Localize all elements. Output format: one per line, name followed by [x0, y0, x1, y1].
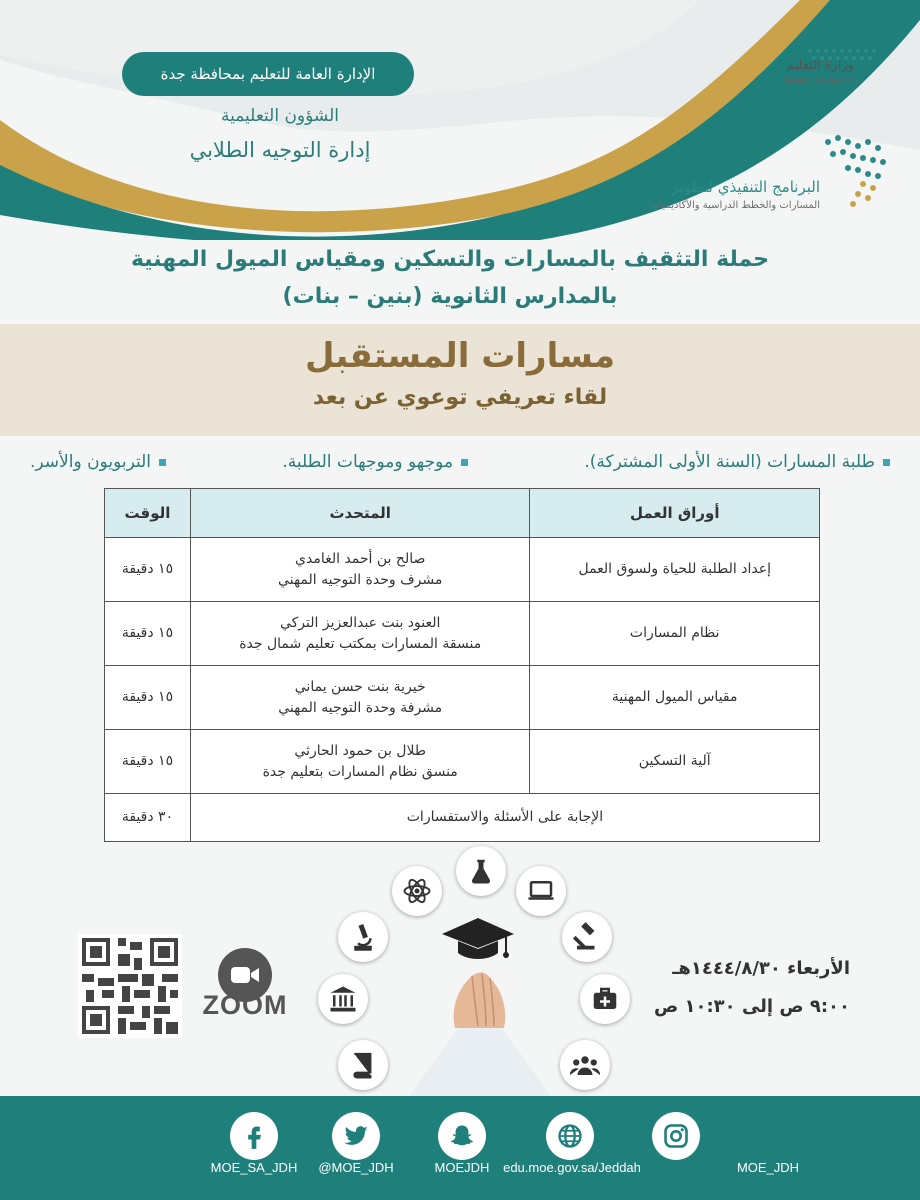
- guidance-department-label: إدارة التوجيه الطلابي: [189, 138, 371, 162]
- schedule-table: [104, 488, 820, 842]
- microscope-icon: [338, 912, 388, 962]
- facebook-icon[interactable]: [230, 1112, 278, 1160]
- program-subtitle: المسارات والخطط الدراسية والأكاديميات: [650, 200, 820, 211]
- facebook-handle[interactable]: MOE_SA_JDH: [210, 1160, 298, 1175]
- moe-arabic-name: وزارة التعليم: [785, 58, 855, 73]
- time-cell: ١٥ دقيقة: [105, 538, 191, 602]
- audience-item: طلبة المسارات (السنة الأولى المشتركة).: [584, 452, 890, 472]
- qa-cell: الإجابة على الأسئلة والاستفسارات: [190, 794, 819, 842]
- speaker-cell: [190, 538, 529, 602]
- bullet-icon: [461, 459, 468, 466]
- instagram-handle[interactable]: MOE_JDH: [736, 1160, 800, 1175]
- paper-cell: نظام المسارات: [530, 602, 820, 666]
- table-row: [105, 666, 820, 730]
- table-row: [105, 602, 820, 666]
- header-time: الوقت: [105, 489, 191, 538]
- bullet-icon: [159, 459, 166, 466]
- speaker-cell: [190, 602, 529, 666]
- audience-list: [30, 452, 890, 472]
- speaker-name: خيرية بنت حسن يماني: [294, 678, 426, 695]
- audience-item: التربويون والأسر.: [30, 452, 166, 472]
- book-icon: [338, 1040, 388, 1090]
- paper-cell: مقياس الميول المهنية: [530, 666, 820, 730]
- program-logo-icon: [808, 130, 892, 214]
- time-cell: ١٥ دقيقة: [105, 602, 191, 666]
- table-row: [105, 538, 820, 602]
- event-time: ٩:٠٠ ص إلى ١٠:٣٠ ص: [654, 996, 850, 1017]
- campaign-title-line2: بالمدارس الثانوية (بنين – بنات): [282, 284, 618, 309]
- speaker-role: مشرفة وحدة التوجيه المهني: [278, 699, 443, 716]
- twitter-handle[interactable]: @MOE_JDH: [318, 1160, 394, 1175]
- campaign-title-line1: حملة التثقيف بالمسارات والتسكين ومقياس الميول المهنية: [130, 247, 770, 272]
- moe-english-name: Ministry of Education: [782, 76, 858, 85]
- atom-icon: [392, 866, 442, 916]
- graduation-cap-icon: [440, 914, 516, 966]
- speaker-cell: [190, 730, 529, 794]
- admin-pill: الإدارة العامة للتعليم بمحافظة جدة: [122, 52, 414, 96]
- bullet-icon: [883, 459, 890, 466]
- header-speaker: المتحدث: [190, 489, 529, 538]
- event-subtitle: لقاء تعريفي توعوي عن بعد: [312, 385, 608, 410]
- gavel-icon: [562, 912, 612, 962]
- time-cell: ١٥ دقيقة: [105, 666, 191, 730]
- event-date: الأربعاء ١٤٤٤/٨/٣٠هـ: [672, 958, 850, 979]
- table-header-row: [105, 489, 820, 538]
- speaker-cell: [190, 666, 529, 730]
- snapchat-handle[interactable]: MOEJDH: [434, 1160, 490, 1175]
- speaker-name: صالح بن أحمد الغامدي: [295, 550, 426, 567]
- laptop-icon: [516, 866, 566, 916]
- snapchat-icon[interactable]: [438, 1112, 486, 1160]
- educational-affairs-label: الشؤون التعليمية: [220, 106, 339, 126]
- speaker-role: منسقة المسارات بمكتب تعليم شمال جدة: [239, 635, 482, 652]
- event-title: مسارات المستقبل: [304, 336, 616, 376]
- globe-icon[interactable]: [546, 1112, 594, 1160]
- speaker-role: مشرف وحدة التوجيه المهني: [278, 571, 443, 588]
- zoom-wordmark: ZOOM: [202, 990, 288, 1020]
- program-name: البرنامج التنفيذي لتطوير: [671, 178, 820, 196]
- paper-cell: آلية التسكين: [530, 730, 820, 794]
- speaker-name: طلال بن حمود الحارثي: [294, 742, 426, 759]
- bank-icon: [318, 974, 368, 1024]
- header-papers: أوراق العمل: [530, 489, 820, 538]
- time-cell: ٣٠ دقيقة: [105, 794, 191, 842]
- flask-icon: [456, 846, 506, 896]
- clasped-hands-image: [390, 966, 570, 1096]
- table-row: [105, 730, 820, 794]
- audience-item: موجهو وموجهات الطلبة.: [282, 452, 468, 472]
- speaker-role: منسق نظام المسارات بتعليم جدة: [262, 763, 458, 780]
- paper-cell: إعداد الطلبة للحياة ولسوق العمل: [530, 538, 820, 602]
- website-link[interactable]: edu.moe.gov.sa/Jeddah: [503, 1160, 641, 1175]
- time-cell: ١٥ دقيقة: [105, 730, 191, 794]
- speaker-name: العنود بنت عبدالعزيز التركي: [279, 614, 441, 631]
- instagram-icon[interactable]: [652, 1112, 700, 1160]
- table-row-qa: [105, 794, 820, 842]
- qr-code-icon[interactable]: [78, 934, 182, 1038]
- twitter-icon[interactable]: [332, 1112, 380, 1160]
